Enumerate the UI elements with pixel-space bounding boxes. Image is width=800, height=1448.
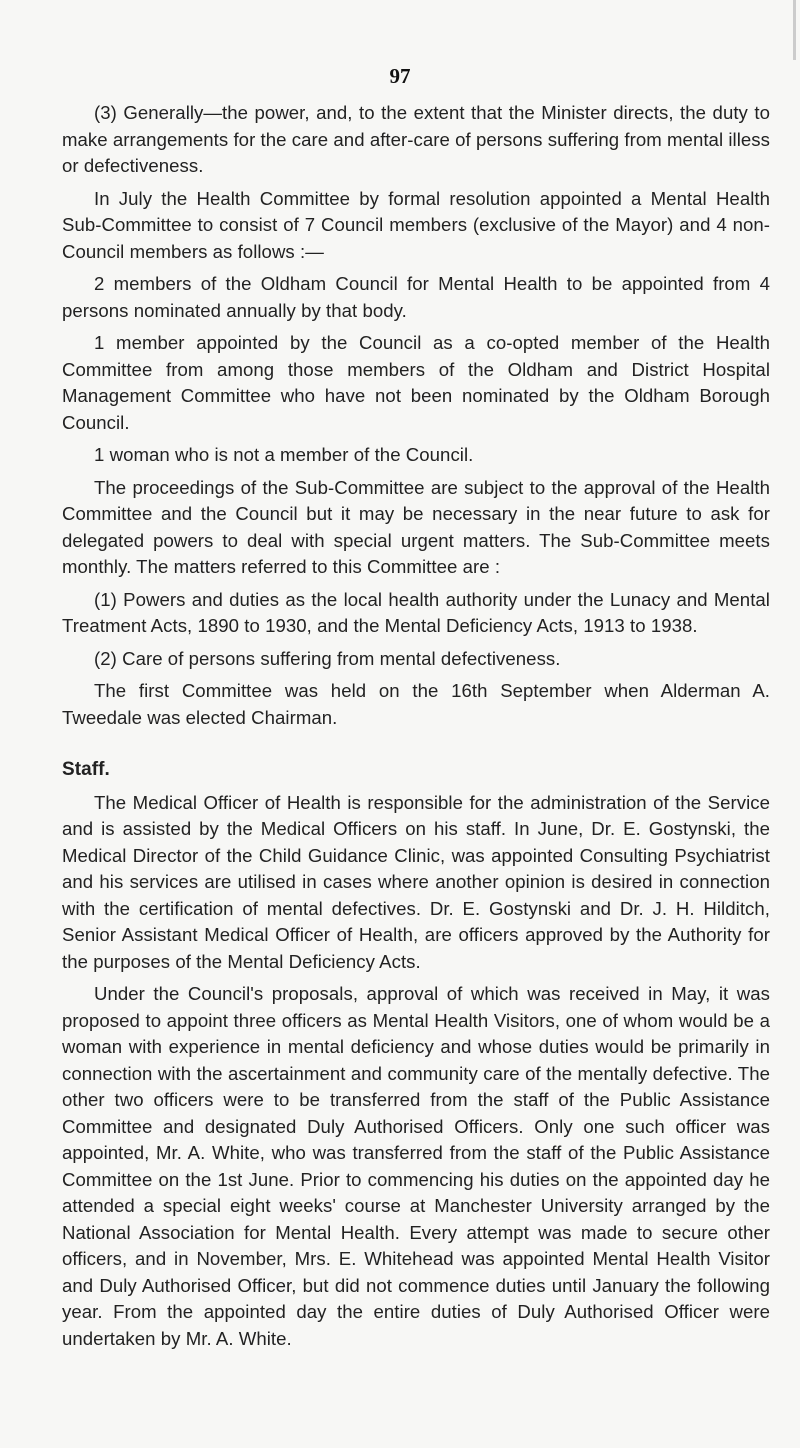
paragraph-item-2: (2) Care of persons suffering from mental defectiveness. bbox=[94, 647, 561, 669]
document-body bbox=[62, 100, 770, 1358]
paragraph-powers-general: (3) Generally—the power, and, to the extent that the Minister directs, the duty to make arrangements for the care and after-care of persons suffering from mental illess or defectiveness. bbox=[62, 102, 770, 176]
paragraph-subcommittee-appointment: In July the Health Committee by formal resolution appointed a Mental Health Sub-Committee to consist of 7 Council members (exclusive of the Mayor) and 4 non-Council members as follows :— bbox=[62, 187, 770, 262]
page-number: 97 bbox=[389, 64, 411, 88]
paragraph-first-committee: The first Committee was held on the 16th September when Alderman A. Tweedale was elected Chairman. bbox=[62, 680, 770, 728]
staff-heading: Staff. bbox=[62, 759, 110, 780]
paragraph-woman-member: 1 woman who is not a member of the Council. bbox=[94, 444, 474, 465]
scan-edge-mark bbox=[793, 0, 796, 60]
paragraph-item-1: (1) Powers and duties as the local health authority under the Lunacy and Mental Treatment Acts, 1890 to 1930, and the Mental Deficiency Acts, 1913 to 1938. bbox=[62, 588, 770, 636]
paragraph-members-oldham-council: 2 members of the Oldham Council for Mental Health to be appointed from 4 persons nominated annually by that body. bbox=[62, 273, 770, 321]
paragraph-proceedings: The proceedings of the Sub-Committee are subject to the approval of the Health Committee and the Council but it may be necessary in the near future to ask for delegated powers to deal with special urgent matters. The Sub-Committee meets monthly. The matters referred to this Committee are : bbox=[62, 476, 770, 577]
paragraph-council-proposals: Under the Council's proposals, approval of which was received in May, it was proposed to appoint three officers as Mental Health Visitors, one of whom would be a woman with experience in mental deficiency and whose duties would be primarily in connection with the ascertainment and community care of the mentally defective. The other two officers were to be transferred from the staff of the Public Assistance Committee and designated Duly Authorised Officers. Only one such officer was appointed, Mr. A. White, who was transferred from the staff of the Public Assistance Committee on the 1st June. Prior to commencing his duties on the appointed day he attended a special eight weeks' course at Manchester University arranged by the National Association for Mental Health. Every attempt was made to secure other officers, and in November, Mrs. E. Whitehead was appointed Mental Health Visitor and Duly Authorised Officer, but did not commence duties until January the following year. From the appointed day the entire duties of Duly Authorised Officer were undertaken by Mr. A. White. bbox=[62, 983, 770, 1349]
paragraph-member-coopted: 1 member appointed by the Council as a co-opted member of the Health Committee from among those members of the Oldham and District Hospital Management Committee who have not been nominated by the Oldham Borough Council. bbox=[62, 332, 770, 433]
paragraph-medical-officer: The Medical Officer of Health is responsible for the administration of the Service and is assisted by the Medical Officers on his staff. In June, Dr. E. Gostynski, the Medical Director of the Child Guidance Clinic, was appointed Consulting Psychiatrist and his services are utilised in cases where another opinion is desired in connection with the certification of mental defectives. Dr. E. Gostynski and Dr. J. H. Hilditch, Senior Assistant Medical Officer of Health, are officers approved by the Authority for the purposes of the Mental Deficiency Acts. bbox=[62, 791, 770, 972]
